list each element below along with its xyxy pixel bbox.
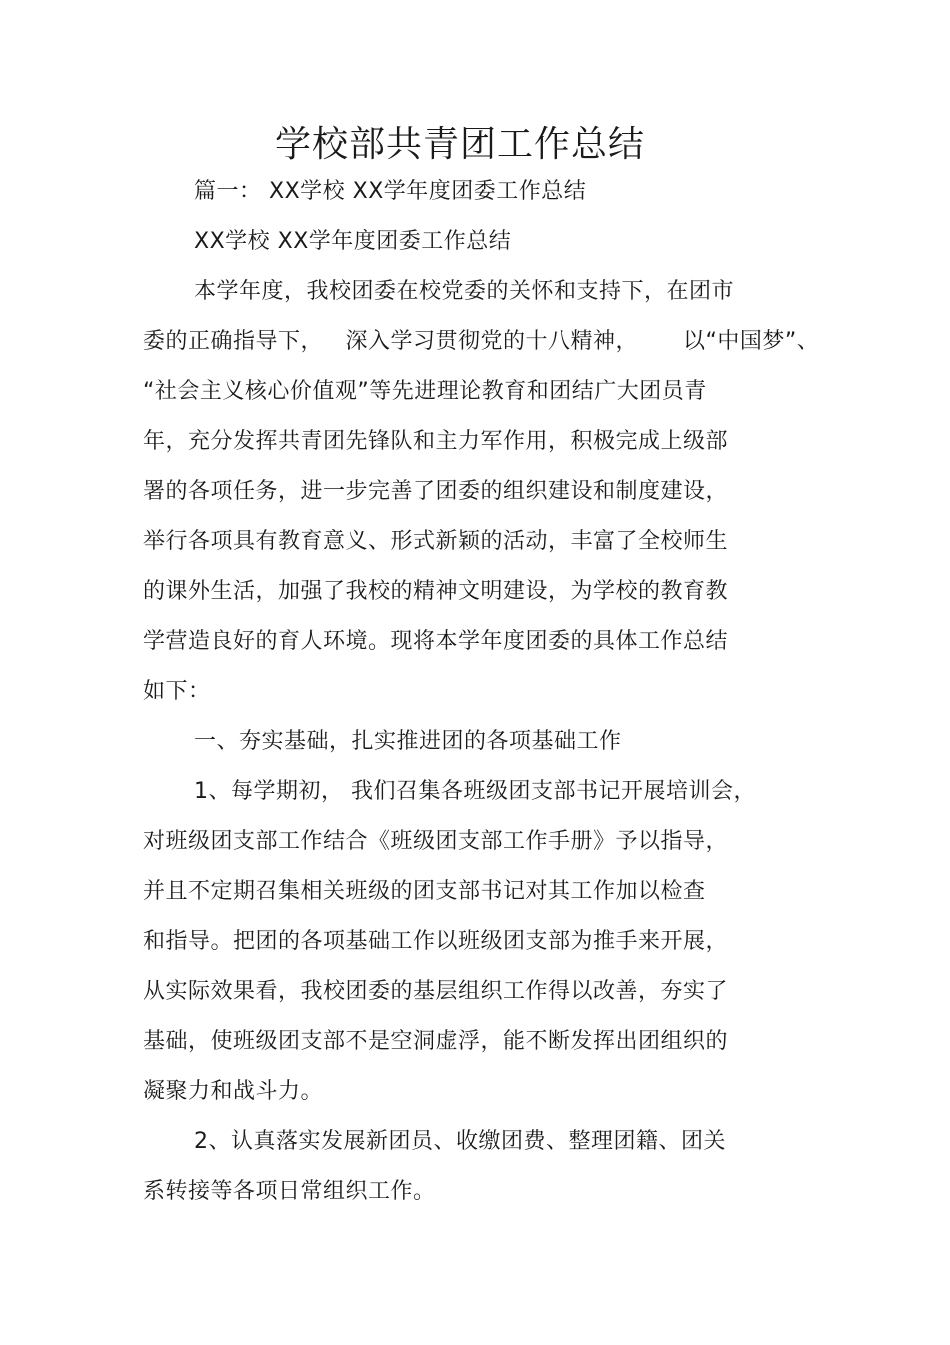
paragraph-line: 并且不定期召集相关班级的团支部书记对其工作加以检查 (143, 879, 706, 904)
paragraph-line: 年，充分发挥共青团先锋队和主力军作用，积极完成上级部 (143, 429, 729, 454)
document-title: 学校部共青团工作总结 (274, 124, 645, 165)
paragraph-line: 和指导。把团的各项基础工作以班级团支部为推手来开展， (143, 929, 729, 954)
subtitle-line: XX学校 XX学年度团委工作总结 (194, 229, 512, 254)
paragraph-line: 本学年度，我校团委在校党委的关怀和支持下，在团市 (194, 279, 735, 304)
paragraph-line: 委的正确指导下， 深入学习贯彻党的十八精神， 以“中国梦”、 (143, 329, 820, 354)
paragraph-line: 如下： (143, 679, 211, 704)
paragraph-line: 基础，使班级团支部不是空洞虚浮，能不断发挥出团组织的 (143, 1029, 729, 1054)
paragraph-line: 2、认真落实发展新团员、收缴团费、整理团籍、团关 (194, 1129, 726, 1154)
paragraph-line: “社会主义核心价值观”等先进理论教育和团结广大团员青 (143, 379, 707, 404)
paragraph-line: 对班级团支部工作结合《班级团支部工作手册》予以指导， (143, 829, 729, 854)
paragraph-line: 1、每学期初， 我们召集各班级团支部书记开展培训会， (194, 779, 756, 804)
paragraph-line: 举行各项具有教育意义、形式新颖的活动，丰富了全校师生 (143, 529, 729, 554)
paragraph-line: 从实际效果看，我校团委的基层组织工作得以改善，夯实了 (143, 979, 729, 1004)
paragraph-line: 系转接等各项日常组织工作。 (143, 1179, 436, 1204)
section-heading: 一、夯实基础，扎实推进团的各项基础工作 (194, 729, 622, 754)
paragraph-line: 凝聚力和战斗力。 (143, 1079, 324, 1104)
paragraph-line: 学营造良好的育人环境。现将本学年度团委的具体工作总结 (143, 629, 729, 654)
section-heading: 篇一： XX学校 XX学年度团委工作总结 (194, 179, 587, 204)
paragraph-line: 署的各项任务，进一步完善了团委的组织建设和制度建设， (143, 479, 729, 504)
paragraph-line: 的课外生活，加强了我校的精神文明建设，为学校的教育教 (143, 579, 729, 604)
